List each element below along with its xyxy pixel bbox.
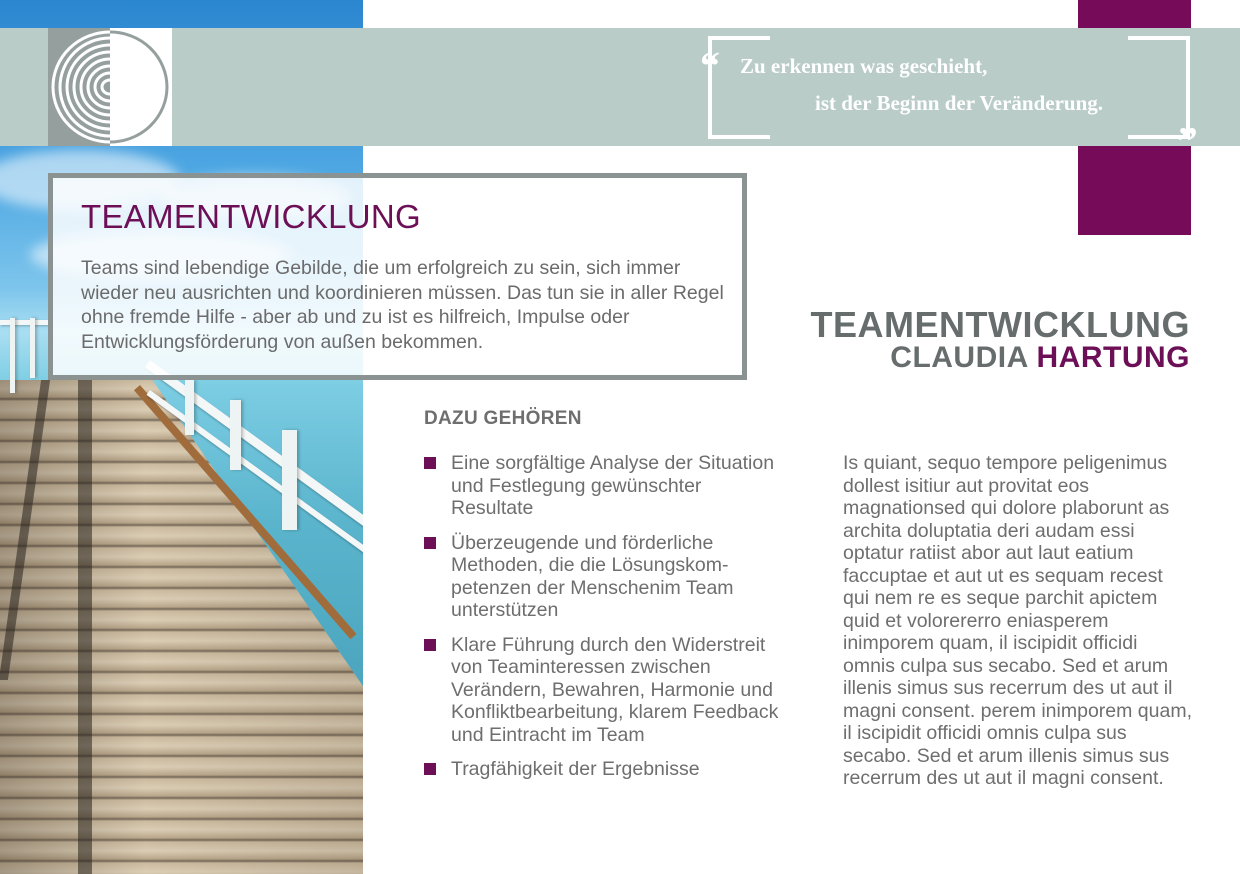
author-first-name: CLAUDIA bbox=[890, 341, 1028, 374]
list-item: Klare Führung durch den Widerstreit von Teaminteressen zwischen Verändern, Bewahren, Harmonie und Konfliktbearbeitung, klarem Feedback und Eintracht im Team bbox=[424, 634, 786, 747]
feature-list bbox=[424, 452, 786, 793]
accent-bar-bottom bbox=[1078, 146, 1191, 235]
intro-text: Teams sind lebendige Gebilde, die um erfolgreich zu sein, sich immer wieder neu ausrichten und koordinieren müssen. Das tun sie in aller Regel ohne fremde Hilfe - aber ab und zu ist es hilfreich, Impulse oder Entwicklungsförderung von außen bekommen. bbox=[81, 257, 724, 353]
list-item: Tragfähigkeit der Ergebnisse bbox=[424, 758, 786, 781]
page-title: TEAMENTWICKLUNG bbox=[810, 304, 1190, 345]
quote-open-mark: “ bbox=[700, 43, 720, 88]
intro-title: TEAMENTWICKLUNG bbox=[81, 198, 422, 235]
intro-box bbox=[48, 173, 747, 380]
bullet-square-icon bbox=[424, 537, 436, 549]
tree-rings-icon bbox=[48, 28, 172, 146]
list-item: Überzeugende und förderliche Methoden, die die Lösungskompetenzen der Menschenim Team unterstützen bbox=[424, 532, 786, 622]
list-item: Eine sorgfältige Analyse der Situation und Festlegung gewünschter Resultate bbox=[424, 452, 786, 520]
bullet-square-icon bbox=[424, 457, 436, 469]
bullet-square-icon bbox=[424, 763, 436, 775]
tree-rings-logo bbox=[48, 28, 172, 146]
quote-close-mark: „ bbox=[1178, 98, 1198, 143]
author-last-name: HARTUNG bbox=[1036, 341, 1190, 374]
author-name bbox=[890, 341, 1190, 375]
quote-line-2: ist der Beginn der Veränderung. bbox=[815, 91, 1104, 115]
quote-line-1: Zu erkennen was geschieht, bbox=[740, 54, 988, 78]
bullet-square-icon bbox=[424, 639, 436, 651]
list-heading: DAZU GEHÖREN bbox=[424, 408, 582, 429]
accent-bar-top bbox=[1078, 0, 1191, 28]
body-text: Is quiant, sequo tempore peligenimus dollest isitiur aut provitat eos magnationsed qui dolore plaborunt as archita doluptatia deri audam essi optatur ratiist abor aut laut eatium faccuptae et aut ut es sequam recest qui nem re es seque parchit apictem quid et volorererro eniasperem inimporem quam, il iscipidit officidi omnis culpa sus secabo. Sed et arum illenis simus sus recerrum des ut aut il magni consent. perem inimporem quam, il iscipidit officidi omnis culpa sus secabo. Sed et arum illenis simus sus recerrum des ut aut il magni consent. bbox=[843, 452, 1192, 789]
quote-frame bbox=[708, 36, 1190, 139]
